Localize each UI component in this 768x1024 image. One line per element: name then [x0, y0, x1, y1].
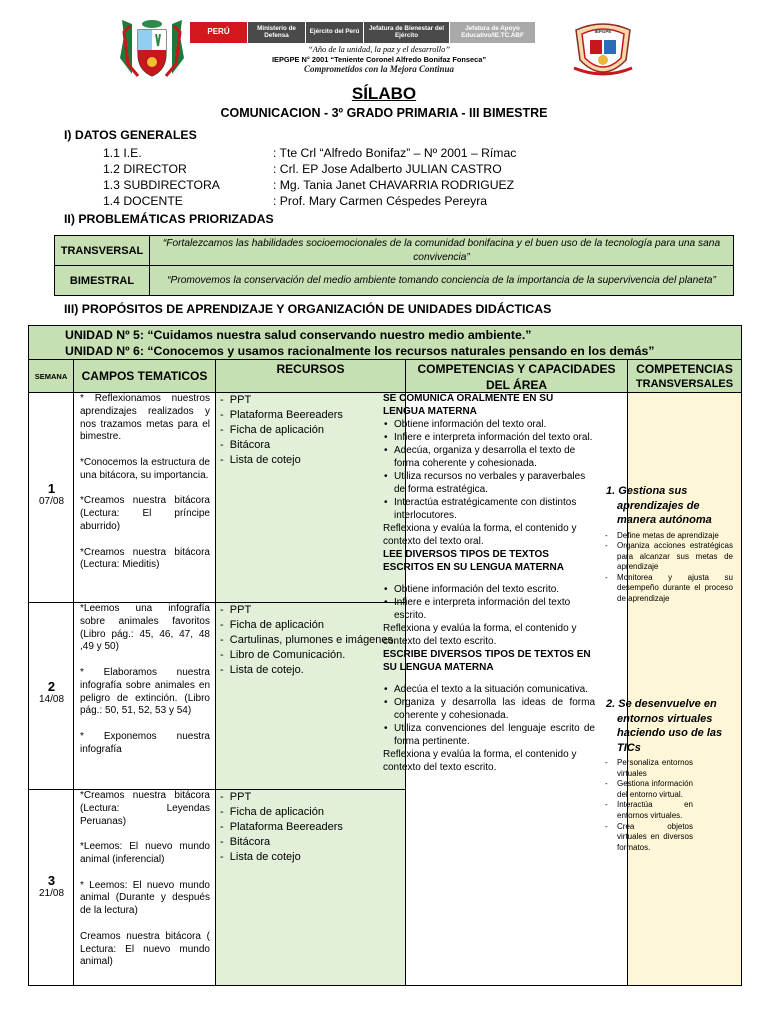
table-row — [55, 236, 734, 266]
capacidad-item: • Interactúa estratégicamente con distintos interlocutores. — [383, 496, 595, 522]
capacidad-item: • Organiza y desarrolla las ideas de forma coherente y cohesionada. — [383, 696, 595, 722]
recursos-column — [216, 393, 406, 985]
banner-jefatura-apoyo: Jefatura de Apoyo Educativo/IE.TC.ABF — [450, 22, 536, 43]
transversal-item: - Monitorea y ajusta su desempeño durante el proceso de aprendizaje — [605, 573, 733, 605]
week-3-recursos — [220, 790, 406, 865]
datos-value: : Prof. Mary Carmen Céspedes Pereyra — [273, 194, 488, 208]
datos-row — [103, 146, 516, 160]
transversal-2 — [605, 697, 735, 853]
header-competencias: COMPETENCIAS Y CAPACIDADES DEL ÁREA — [406, 360, 628, 392]
capacidad-item: • Obtiene información del texto oral. — [383, 418, 595, 431]
recurso-item: - Ficha de aplicación — [220, 618, 406, 633]
transversal-1-list — [605, 531, 733, 605]
svg-text:IEPGPE: IEPGPE — [594, 29, 612, 34]
header-trans-line2: TRANSVERSALES — [635, 378, 734, 390]
school-name: IEPGPE N° 2001 “Teniente Coronel Alfredo Bonifaz Fonseca” — [271, 55, 487, 64]
recurso-item: - Lista de cotejo — [220, 453, 406, 468]
recurso-item: - Cartulinas, plumones e imágenes. — [220, 633, 406, 648]
campo-item: * Elaboramos nuestra infografía sobre animales en peligro de extinción. (Libro pág.: 50, 51, 52, 53 y 54) — [80, 666, 210, 717]
week-number: 3 — [47, 873, 56, 888]
datos-label: 1.2 DIRECTOR — [103, 162, 187, 176]
datos-row — [103, 162, 502, 176]
week-date: 14/08 — [38, 694, 65, 705]
week-3-label — [29, 873, 74, 899]
document-title: SÍLABO — [351, 84, 417, 103]
transversal-text: “Fortalezcamos las habilidades socioemocionales de la comunidad bonifacina y el buen uso de la tecnología para una sana convivencia” — [150, 236, 734, 266]
competencia-escribe-tail: Reflexiona y evalúa la forma, el contenido y contexto del texto escrito. — [383, 749, 577, 773]
units-header — [29, 326, 741, 360]
unidad-6-title: UNIDAD Nº 6: “Conocemos y usamos racionalmente los recursos naturales pensando en los demás” — [65, 344, 655, 358]
unidad-5-title: UNIDAD Nº 5: “Cuidamos nuestra salud conservando nuestro medio ambiente.” — [65, 328, 532, 342]
problematicas-table — [54, 235, 734, 296]
capacidad-item: • Obtiene información del texto escrito. — [383, 583, 595, 596]
week-2-campos — [80, 603, 210, 757]
year-motto: “Año de la unidad, la paz y el desarrollo” — [308, 45, 450, 54]
peru-coat-of-arms-icon — [118, 18, 186, 80]
letterhead — [0, 0, 768, 84]
transversal-item: - Interactúa en entornos virtuales. — [605, 800, 693, 821]
week-number: 1 — [47, 481, 56, 496]
datos-label: 1.4 DOCENTE — [103, 194, 183, 208]
document-subtitle: COMUNICACION - 3º GRADO PRIMARIA - III BIMESTRE — [220, 106, 548, 120]
recurso-item: - Bitácora — [220, 438, 406, 453]
transversal-item: - Gestiona información del entorno virtual. — [605, 779, 693, 800]
section-datos-generales: I) DATOS GENERALES — [64, 128, 197, 142]
week-date: 21/08 — [38, 888, 65, 899]
header-recursos: RECURSOS — [216, 360, 406, 392]
campo-item: *Creamos nuestra bitácora (Lectura: Mieditis) — [80, 546, 210, 571]
section-problematicas: II) PROBLEMÁTICAS PRIORIZADAS — [64, 212, 274, 226]
recurso-item: - Plataforma Beereaders — [220, 408, 406, 423]
competencia-lee-heading: LEE DIVERSOS TIPOS DE TEXTOS ESCRITOS EN SU LENGUA MATERNA — [383, 549, 564, 573]
recurso-item: - Libro de Comunicación. — [220, 648, 406, 663]
government-banner — [190, 22, 536, 43]
bimestral-text: “Promovemos la conservación del medio ambiente tomando conciencia de la importancia de la supervivencia del planeta” — [150, 266, 734, 296]
datos-label: 1.1 I.E. — [103, 146, 142, 160]
campo-item: *Creamos nuestra bitácora (Lectura: Leyendas Peruanas) — [80, 790, 210, 827]
campo-item: *Leemos una infografía sobre animales favoritos (Libro pág.: 45, 46, 47, 48 ,49 y 50) — [80, 603, 210, 653]
transversal-2-list — [605, 758, 693, 853]
column-headers — [29, 360, 741, 393]
competencias-content — [383, 392, 595, 774]
campo-item: * Reflexionamos nuestros aprendizajes realizados y nos trazamos metas para el bimestre. — [80, 393, 210, 443]
transversal-item: - Crea objetos virtuales en diversos formatos. — [605, 822, 693, 854]
datos-row — [103, 178, 514, 192]
header-trans-line1: COMPETENCIAS — [636, 362, 733, 376]
capacidad-item: • Adecúa el texto a la situación comunicativa. — [383, 683, 595, 696]
competencia-escribe-heading: ESCRIBE DIVERSOS TIPOS DE TEXTOS EN SU LENGUA MATERNA — [383, 649, 591, 673]
campo-item: Creamos nuestra bitácora ( Lectura: El nuevo mundo animal) — [80, 930, 210, 968]
competencia-lee-list — [383, 583, 595, 622]
week-3-campos — [80, 790, 210, 969]
week-2-label — [29, 679, 74, 705]
datos-row — [103, 194, 487, 208]
campo-item: * Leemos: El nuevo mundo animal (Durante y después de la lectura) — [80, 879, 210, 917]
transversal-1-heading: 1. Gestiona sus aprendizajes de manera autónoma — [606, 485, 712, 526]
recurso-item: - Bitácora — [220, 835, 406, 850]
banner-ejercito: Ejército del Perú — [306, 22, 364, 43]
week-2-recursos — [220, 603, 406, 678]
transversales-column — [628, 393, 741, 985]
recurso-item: - PPT — [220, 393, 406, 408]
competencia-escribe-list — [383, 683, 595, 748]
campo-item: *Leemos: El nuevo mundo animal (inferencial) — [80, 841, 210, 865]
week-number: 2 — [47, 679, 56, 694]
week-date: 07/08 — [38, 496, 65, 507]
competencia-oral-heading: SE COMUNICA ORALMENTE EN SU LENGUA MATERNA — [383, 393, 554, 417]
school-emblem-icon — [572, 20, 634, 80]
competencia-lee-tail: Reflexiona y evalúa la forma, el contenido y contexto del texto escrito. — [383, 623, 577, 647]
datos-value: : Mg. Tania Janet CHAVARRIA RODRIGUEZ — [273, 178, 515, 192]
capacidad-item: • Utiliza convenciones del lenguaje escrito de forma pertinente. — [383, 722, 595, 748]
week-1-recursos — [220, 393, 406, 468]
transversal-label: TRANSVERSAL — [55, 236, 150, 266]
recurso-item: - Ficha de aplicación — [220, 423, 406, 438]
campo-item: *Conocemos la estructura de una bitácora, su importancia. — [80, 456, 210, 481]
banner-peru: PERÚ — [190, 22, 248, 43]
capacidad-item: • Infiere e interpreta información del texto escrito. — [383, 596, 595, 622]
week-1-label — [29, 481, 74, 507]
datos-label: 1.3 SUBDIRECTORA — [103, 178, 220, 192]
datos-value: : Tte Crl “Alfredo Bonifaz” – Nº 2001 – Rímac — [273, 146, 517, 160]
recurso-item: - PPT — [220, 790, 406, 805]
campo-item: * Exponemos nuestra infografía — [80, 730, 210, 755]
recurso-item: - Ficha de aplicación — [220, 805, 406, 820]
banner-jefatura-bienestar: Jefatura de Bienestar del Ejército — [364, 22, 450, 43]
recurso-item: - Lista de cotejo — [220, 850, 406, 865]
competencia-oral-tail: Reflexiona y evalúa la forma, el contenido y contexto del texto oral. — [383, 523, 577, 547]
transversal-item: - Organiza acciones estratégicas para alcanzar sus metas de aprendizaje — [605, 541, 733, 573]
header-campos: CAMPOS TEMATICOS — [74, 360, 216, 392]
header-semana: SEMANA — [29, 360, 74, 392]
campo-item: *Creamos nuestra bitácora (Lectura: El príncipe aburrido) — [80, 495, 210, 532]
transversal-item: - Define metas de aprendizaje — [605, 531, 733, 542]
capacidad-item: • Infiere e interpreta información del texto oral. — [383, 431, 595, 444]
capacidad-item: • Utiliza recursos no verbales y paraverbales de forma estratégica. — [383, 470, 595, 496]
header-transversales — [628, 360, 741, 392]
competencia-oral-list — [383, 418, 595, 522]
transversal-item: - Personaliza entornos virtuales — [605, 758, 693, 779]
table-row — [55, 266, 734, 296]
school-motto: Comprometidos con la Mejora Continua — [303, 64, 455, 74]
recurso-item: - Lista de cotejo. — [220, 663, 406, 678]
transversal-1 — [605, 484, 733, 605]
datos-value: : Crl. EP Jose Adalberto JULIAN CASTRO — [273, 162, 502, 176]
bimestral-label: BIMESTRAL — [55, 266, 150, 296]
recurso-item: - Plataforma Beereaders — [220, 820, 406, 835]
recurso-item: - PPT — [220, 603, 406, 618]
section-propositos: III) PROPÓSITOS DE APRENDIZAJE Y ORGANIZACIÓN DE UNIDADES DIDÁCTICAS — [64, 302, 552, 316]
banner-ministerio: Ministerio de Defensa — [248, 22, 306, 43]
week-1-campos — [80, 393, 210, 572]
transversal-2-heading: 2. Se desenvuelve en entornos virtuales haciendo uso de las TICs — [606, 698, 723, 754]
capacidad-item: • Adecúa, organiza y desarrolla el texto de forma coherente y cohesionada. — [383, 444, 595, 470]
